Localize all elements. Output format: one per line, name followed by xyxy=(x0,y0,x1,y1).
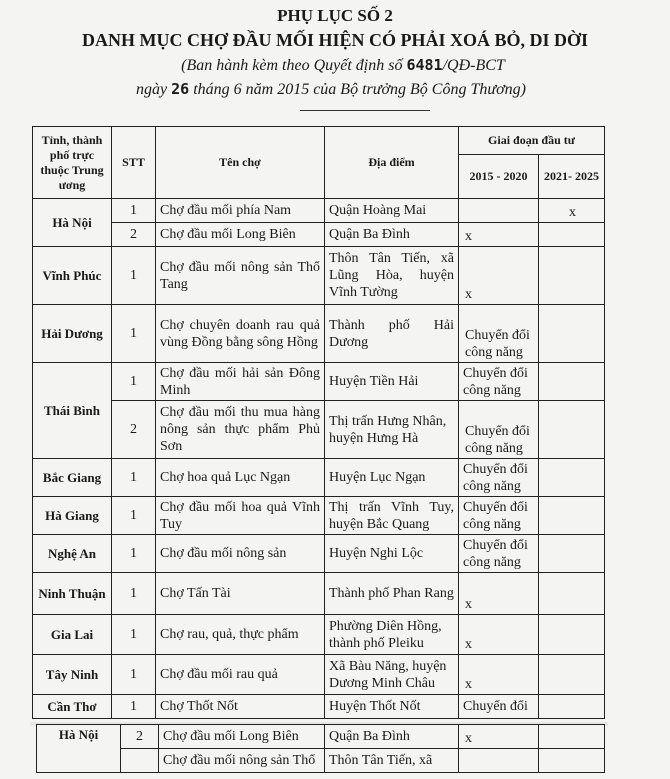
market-cell: Chợ hoa quả Lục Ngạn xyxy=(156,459,325,497)
province-cell: Bắc Giang xyxy=(33,459,112,497)
phase1-cell xyxy=(459,199,539,223)
phase2-cell xyxy=(539,535,605,573)
market-table xyxy=(32,126,605,719)
decision-line xyxy=(8,56,670,75)
province-cell: Gia Lai xyxy=(33,615,112,655)
market-cell: Chợ đầu mối rau quả xyxy=(156,655,325,695)
fragment-row xyxy=(37,749,605,773)
location-cell: Thị trấn Hưng Nhân, huyện Hưng Hà xyxy=(325,401,459,459)
overlapping-page-fragment xyxy=(36,724,605,773)
phase1-cell: x xyxy=(459,223,539,247)
market-cell: Chợ rau, quả, thực phẩm xyxy=(156,615,325,655)
stt-cell: 1 xyxy=(112,199,156,223)
phase2-cell xyxy=(539,573,605,615)
table-row xyxy=(33,497,605,535)
phase1-cell: Chuyển đổi công năng xyxy=(459,459,539,497)
document-title: DANH MỤC CHỢ ĐẦU MỐI HIỆN CÓ PHẢI XOÁ BỎ, DI DỜI xyxy=(81,30,588,50)
phase2-cell xyxy=(539,401,605,459)
date-suffix: tháng 6 năm 2015 của Bộ trưởng Bộ Công Thương) xyxy=(189,81,526,98)
phase1-cell: Chuyển đổi xyxy=(459,695,539,719)
location-cell: Thành phố Hải Dương xyxy=(325,305,459,363)
location-cell: Quận Hoàng Mai xyxy=(325,199,459,223)
appendix-number: PHỤ LỤC SỐ 2 xyxy=(277,6,393,25)
fragment-market: Chợ đầu mối Long Biên xyxy=(159,725,325,749)
stt-cell: 1 xyxy=(112,615,156,655)
phase1-cell: x xyxy=(459,615,539,655)
date-line xyxy=(0,80,666,99)
fragment-location-2: Thôn Tân Tiến, xã xyxy=(325,749,459,773)
phase1-cell: x xyxy=(459,573,539,615)
location-cell: Phường Diên Hồng, thành phố Pleiku xyxy=(325,615,459,655)
fragment-stt: 2 xyxy=(121,725,159,749)
province-cell: Vĩnh Phúc xyxy=(33,247,112,305)
stt-cell: 1 xyxy=(112,363,156,401)
province-cell: Thái Bình xyxy=(33,363,112,459)
date-prefix: ngày xyxy=(136,81,172,98)
fragment-phase2-2 xyxy=(539,749,605,773)
location-cell: Xã Bàu Năng, huyện Dương Minh Châu xyxy=(325,655,459,695)
phase1-cell: Chuyển đổi công năng xyxy=(459,497,539,535)
header-location: Địa điểm xyxy=(325,127,459,199)
table-row xyxy=(33,695,605,719)
fragment-province: Hà Nội xyxy=(37,725,121,773)
decision-number: 6481 xyxy=(406,56,443,74)
province-cell: Tây Ninh xyxy=(33,655,112,695)
table-row xyxy=(33,401,605,459)
location-cell: Thị trấn Vĩnh Tuy, huyện Bắc Quang xyxy=(325,497,459,535)
phase1-cell: x xyxy=(459,247,539,305)
header-market: Tên chợ xyxy=(156,127,325,199)
phase2-cell xyxy=(539,305,605,363)
table-row xyxy=(33,363,605,401)
header-phase: Giai đoạn đầu tư xyxy=(459,127,605,155)
market-cell: Chợ Tấn Tài xyxy=(156,573,325,615)
location-cell: Huyện Nghi Lộc xyxy=(325,535,459,573)
province-cell: Ninh Thuận xyxy=(33,573,112,615)
phase2-cell xyxy=(539,223,605,247)
stt-cell: 2 xyxy=(112,223,156,247)
stt-cell: 1 xyxy=(112,573,156,615)
fragment-row xyxy=(37,725,605,749)
table-row xyxy=(33,305,605,363)
stt-cell: 1 xyxy=(112,497,156,535)
location-cell: Thành phố Phan Rang xyxy=(325,573,459,615)
location-cell: Thôn Tân Tiến, xã Lũng Hòa, huyện Vĩnh Tường xyxy=(325,247,459,305)
fragment-phase1: x xyxy=(459,725,539,749)
market-cell: Chợ đầu mối thu mua hàng nông sản thực phẩm Phủ Sơn xyxy=(156,401,325,459)
province-cell: Hà Giang xyxy=(33,497,112,535)
phase2-cell xyxy=(539,695,605,719)
header-phase-1: 2015 - 2020 xyxy=(459,155,539,199)
market-cell: Chợ đầu mối hoa quả Vĩnh Tuy xyxy=(156,497,325,535)
table-row xyxy=(33,199,605,223)
decision-prefix: (Ban hành kèm theo Quyết định số xyxy=(181,57,407,74)
phase2-cell xyxy=(539,615,605,655)
header-stt: STT xyxy=(112,127,156,199)
decision-suffix: /QĐ-BCT xyxy=(442,57,505,74)
province-cell: Cần Thơ xyxy=(33,695,112,719)
market-cell: Chợ đầu mối nông sản xyxy=(156,535,325,573)
location-cell: Huyện Thốt Nốt xyxy=(325,695,459,719)
market-cell: Chợ đầu mối Long Biên xyxy=(156,223,325,247)
market-cell: Chợ đầu mối nông sản Thổ Tang xyxy=(156,247,325,305)
decision-day: 26 xyxy=(171,80,190,98)
header-phase-2: 2021- 2025 xyxy=(539,155,605,199)
market-cell: Chợ Thốt Nốt xyxy=(156,695,325,719)
fragment-location: Quận Ba Đình xyxy=(325,725,459,749)
phase1-cell: Chuyển đổi công năng xyxy=(459,401,539,459)
market-cell: Chợ chuyên doanh rau quả vùng Đồng bằng sông Hồng xyxy=(156,305,325,363)
phase1-cell: Chuyển đổi công năng xyxy=(459,305,539,363)
header-province: Tỉnh, thành phố trực thuộc Trung ương xyxy=(33,127,112,199)
location-cell: Huyện Tiền Hải xyxy=(325,363,459,401)
phase2-cell xyxy=(539,497,605,535)
province-cell: Hải Dương xyxy=(33,305,112,363)
stt-cell: 2 xyxy=(112,401,156,459)
stt-cell: 1 xyxy=(112,305,156,363)
stt-cell: 1 xyxy=(112,655,156,695)
location-cell: Quận Ba Đình xyxy=(325,223,459,247)
phase1-cell: x xyxy=(459,655,539,695)
stt-cell: 1 xyxy=(112,695,156,719)
title-underline xyxy=(300,110,430,111)
stt-cell: 1 xyxy=(112,247,156,305)
phase2-cell xyxy=(539,247,605,305)
fragment-stt-2 xyxy=(121,749,159,773)
table-row xyxy=(33,459,605,497)
table-row xyxy=(33,247,605,305)
table-row xyxy=(33,223,605,247)
phase1-cell: Chuyển đổi công năng xyxy=(459,535,539,573)
province-cell: Nghệ An xyxy=(33,535,112,573)
stt-cell: 1 xyxy=(112,459,156,497)
phase2-cell xyxy=(539,459,605,497)
table-row xyxy=(33,615,605,655)
market-cell: Chợ đầu mối hải sản Đông Minh xyxy=(156,363,325,401)
phase2-cell: x xyxy=(539,199,605,223)
stt-cell: 1 xyxy=(112,535,156,573)
phase2-cell xyxy=(539,655,605,695)
province-cell: Hà Nội xyxy=(33,199,112,247)
phase1-cell: Chuyển đổi công năng xyxy=(459,363,539,401)
location-cell: Huyện Lục Ngạn xyxy=(325,459,459,497)
table-row xyxy=(33,573,605,615)
table-row xyxy=(33,655,605,695)
phase2-cell xyxy=(539,363,605,401)
fragment-market-2: Chợ đầu mối nông sản Thổ xyxy=(159,749,325,773)
fragment-phase2 xyxy=(539,725,605,749)
market-cell: Chợ đầu mối phía Nam xyxy=(156,199,325,223)
fragment-phase1-2 xyxy=(459,749,539,773)
table-row xyxy=(33,535,605,573)
